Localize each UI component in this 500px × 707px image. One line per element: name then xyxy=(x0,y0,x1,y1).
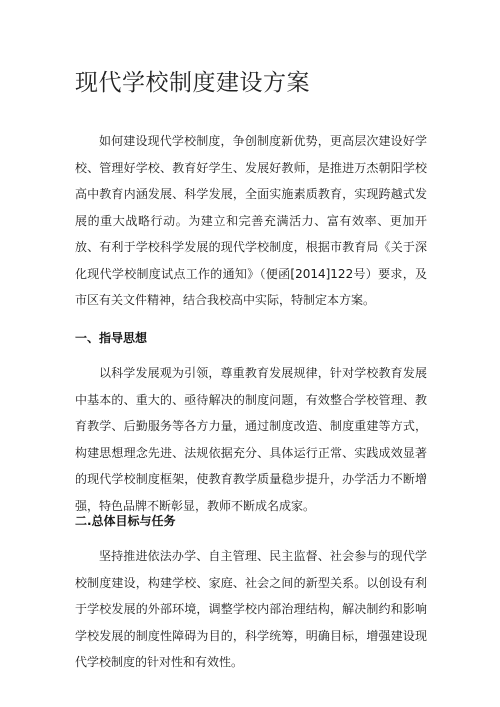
document-title: 现代学校制度建设方案 xyxy=(75,70,310,96)
section-body-guiding-ideology: 以科学发展观为引领，尊重教育发展规律，针对学校教育发展中基本的、重大的、亟待解决的制度问题，有效整合学校管理、教育教学、后勤服务等各方力量，通过制度改造、制度重建等方式，构建思想理念先进、法规依据充分、具体运行正常、实践成效显著的现代学校制度框架，使教育教学质量稳步提升，办学活力不断增强，特色品牌不断彰显，教师不断成名成家。 xyxy=(75,366,427,513)
intro-paragraph: 如何建设现代学校制度，争创制度新优势，更高层次建设好学校、管理好学校、教育好学生、发展好教师，是推进万杰朝阳学校高中教育内涵发展、科学发展，全面实施素质教育，实现跨越式发展的重大战略行动。为建立和完善充满活力、富有效率、更加开放、有利于学校科学发展的现代学校制度，根据市教育局《关于深化现代学校制度试点工作的通知》（便函[2014]122号）要求，及市区有关文件精神，结合我校高中实际，特制定本方案。 xyxy=(75,134,427,307)
section-body-goals-tasks: 坚持推进依法办学、自主管理、民主监督、社会参与的现代学校制度建设，构建学校、家庭、社会之间的新型关系。以创设有利于学校发展的外部环境，调整学校内部治理结构，解决制约和影响学校发展的制度性障碍为目的，科学统筹，明确目标，增强建设现代学校制度的针对性和有效性。 xyxy=(75,549,427,669)
section-heading-goals-tasks: 二.总体目标与任务 xyxy=(75,514,176,528)
section-heading-guiding-ideology: 一、指导思想 xyxy=(75,331,148,345)
